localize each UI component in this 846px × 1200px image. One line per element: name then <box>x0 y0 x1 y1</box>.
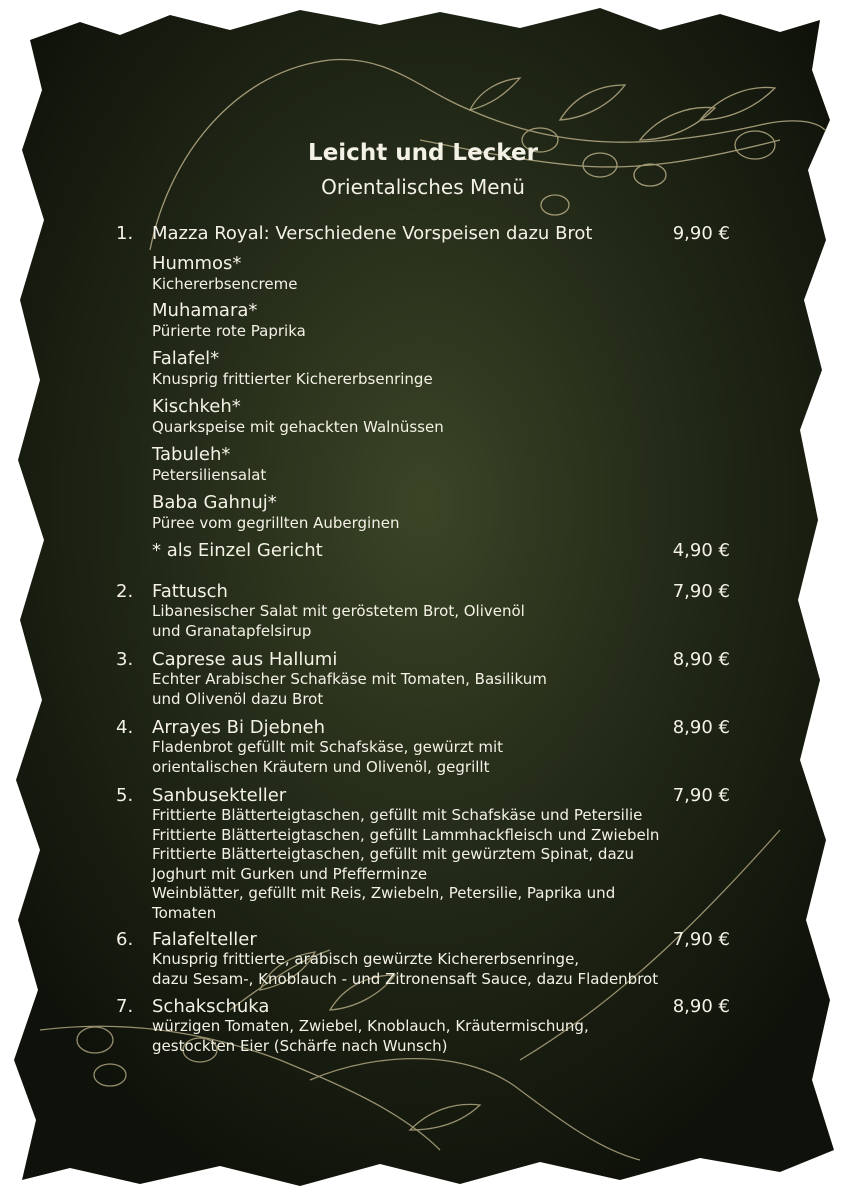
subitem <box>152 396 712 436</box>
item-name: Arrayes Bi Djebneh <box>152 717 325 738</box>
subitem-desc: Pürierte rote Paprika <box>152 322 306 340</box>
item-price: 7,90 € <box>672 785 730 806</box>
item-price: 8,90 € <box>672 996 730 1017</box>
item-number: 3. <box>116 649 134 670</box>
item-price: 8,90 € <box>672 649 730 670</box>
subitem-name: Kischkeh* <box>152 396 241 417</box>
item-price: 7,90 € <box>672 929 730 950</box>
subitem-name: Baba Gahnuj* <box>152 492 277 513</box>
subitem <box>152 300 712 340</box>
subitem-desc: Quarkspeise mit gehackten Walnüssen <box>152 418 444 436</box>
item-desc-line: Libanesischer Salat mit geröstetem Brot, Olivenöl <box>152 602 525 620</box>
item-desc <box>152 1017 589 1056</box>
subitem <box>152 492 712 532</box>
subitem-name: Tabuleh* <box>152 444 231 465</box>
subitem-name: Falafel* <box>152 348 220 369</box>
item-desc-line: Frittierte Blätterteigtaschen, gefüllt Lammhackfleisch und Zwiebeln <box>152 825 660 844</box>
subitem-desc: Kichererbsencreme <box>152 275 298 293</box>
item-desc <box>152 738 503 777</box>
item-number: 6. <box>116 929 134 950</box>
item-number: 7. <box>116 996 134 1017</box>
subitem-desc: Knusprig frittierter Kichererbsenringe <box>152 370 433 388</box>
item-desc <box>152 602 525 641</box>
item-desc-line: Echter Arabischer Schafkäse mit Tomaten, Basilikum <box>152 670 547 688</box>
item-desc-line: dazu Sesam-, Knoblauch - und Zitronensaft Sauce, dazu Fladenbrot <box>152 969 659 988</box>
item-number: 5. <box>116 785 134 806</box>
item-name: Mazza Royal: Verschiedene Vorspeisen dazu Brot <box>152 223 593 244</box>
single-dish-label: * als Einzel Gericht <box>152 540 323 561</box>
item-price: 9,90 € <box>672 223 730 244</box>
item-desc-line: gestockten Eier (Schärfe nach Wunsch) <box>152 1036 448 1055</box>
subitem-desc: Petersiliensalat <box>152 466 267 484</box>
item-desc-line: orientalischen Kräutern und Olivenöl, gegrillt <box>152 757 490 776</box>
item-number: 1. <box>116 223 134 244</box>
subitem <box>152 253 712 293</box>
item-price: 8,90 € <box>672 717 730 738</box>
item-name: Caprese aus Hallumi <box>152 649 338 670</box>
item-name: Fattusch <box>152 581 228 602</box>
subitem <box>152 444 712 484</box>
item-number: 4. <box>116 717 134 738</box>
item-desc-line: und Olivenöl dazu Brot <box>152 689 324 708</box>
item-name: Sanbusekteller <box>152 785 287 806</box>
item-desc <box>152 950 658 989</box>
item-desc <box>152 806 659 923</box>
subitem <box>152 348 712 388</box>
item-name: Falafelteller <box>152 929 257 950</box>
item-name: Schakschuka <box>152 996 270 1017</box>
subitem-name: Hummos* <box>152 253 242 274</box>
item-desc-line: Fladenbrot gefüllt mit Schafskäse, gewürzt mit <box>152 738 504 756</box>
menu-title: Leicht und Lecker <box>308 140 538 166</box>
item-desc-line: Frittierte Blätterteigtaschen, gefüllt mit gewürztem Spinat, dazu <box>152 845 635 863</box>
subitem-desc: Püree vom gegrillten Auberginen <box>152 514 400 532</box>
single-dish-price: 4,90 € <box>672 540 730 561</box>
item-desc-line: Frittierte Blätterteigtaschen, gefüllt mit Schafskäse und Petersilie <box>152 806 643 824</box>
item-desc-line: würzigen Tomaten, Zwiebel, Knoblauch, Kräutermischung, <box>152 1017 589 1035</box>
menu-subtitle: Orientalisches Menü <box>321 175 525 199</box>
item-desc-line: Weinblätter, gefüllt mit Reis, Zwiebeln, Petersilie, Paprika und <box>152 884 616 902</box>
item-desc-line: Knusprig frittierte, arabisch gewürzte Kichererbsenringe, <box>152 950 580 968</box>
item-number: 2. <box>116 581 134 602</box>
item-desc-line: Tomaten <box>152 903 217 922</box>
item-desc <box>152 670 547 709</box>
item-desc-line: und Granatapfelsirup <box>152 621 312 640</box>
item-desc-line: Joghurt mit Gurken und Pfefferminze <box>152 864 428 883</box>
item-price: 7,90 € <box>672 581 730 602</box>
subitem-name: Muhamara* <box>152 300 258 321</box>
